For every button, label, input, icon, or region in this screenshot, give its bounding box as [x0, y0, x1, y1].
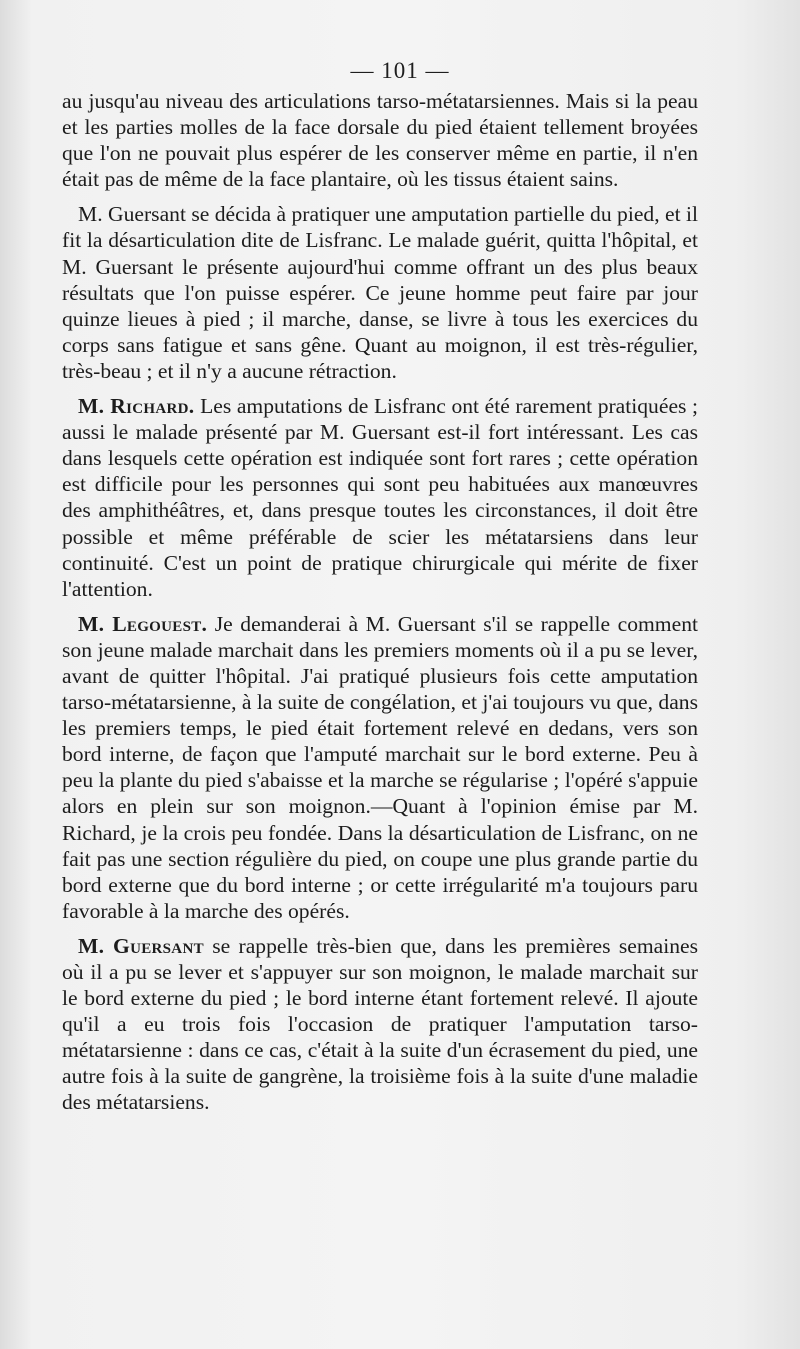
paragraph-text: Je demanderai à M. Guersant s'il se rappelle comment son jeune malade marchait dans les premiers moments où il a pu se lever, avant de quitter l'hôpital. J'ai pratiqué plusieurs fois cette amputation tarso-métatarsienne, à la suite de congélation, et j'ai toujours vu que, dans les premiers temps, le pied était fortement relevé en dedans, vers son bord interne, de façon que l'amputé marchait sur le bord externe. Peu à peu la plante du pied s'abaisse et la marche se régularise ; l'opéré s'appuie alors en plein sur son moignon.—Quant à l'opinion émise par M. Richard, je la crois peu fondée. Dans la désarticulation de Lisfranc, on ne fait pas une section régulière du pied, on coupe une plus grande partie du bord externe que du bord interne ; or cette irrégularité m'a toujours paru favorable à la marche des opérés. [62, 611, 698, 923]
paragraph-5 [62, 933, 698, 1116]
page-number: — 101 — [350, 58, 450, 83]
paragraph-2 [62, 201, 698, 384]
paragraph-text: Les amputations de Lisfranc ont été rarement pratiquées ; aussi le malade présenté par M. Guersant est-il fort intéressant. Les cas dans lesquels cette opération est indiquée sont fort rares ; cette opération est difficile pour les personnes qui sont peu habituées aux manœuvres des amphithéâtres, et, dans presque toutes les circonstances, il doit être possible et même préférable de scier les métatarsiens dans leur continuité. C'est un point de pratique chirurgicale qui mérite de fixer l'attention. [62, 394, 699, 601]
paragraph-4 [62, 611, 698, 924]
paragraph-text: au jusqu'au niveau des articulations tarso-métatarsiennes. Mais si la peau et les parties molles de la face dorsale du pied étaient tellement broyées que l'on ne pouvait plus espérer de les conserver même en partie, il n'en était pas de même de la face plantaire, où les tissus étaient sains. [62, 89, 698, 192]
speaker-name: M. Guersant [78, 933, 204, 958]
paragraph-text: M. Guersant se décida à pratiquer une amputation partielle du pied, et il fit la désarticulation dite de Lisfranc. Le malade guérit, quitta l'hôpital, et M. Guersant le présente aujourd'hui comme offrant un des plus beaux résultats que l'on puisse espérer. Ce jeune homme peut faire par jour quinze lieues à pied ; il marche, danse, se livre à tous les exercices du corps sans fatigue et sans gêne. Quant au moignon, il est très-régulier, très-beau ; et il n'y a aucune rétraction. [62, 202, 699, 383]
paragraph-3 [62, 393, 698, 602]
paragraph-text: se rappelle très-bien que, dans les premières semaines où il a pu se lever et s'appuyer sur son moignon, le malade marchait sur le bord externe du pied ; le bord interne étant fortement relevé. Il ajoute qu'il a eu trois fois l'occasion de pratiquer l'amputation tarso-métatarsienne : dans ce cas, c'était à la suite d'un écrasement du pied, une autre fois à la suite de gangrène, la troisième fois à la suite d'une maladie des métatarsiens. [62, 933, 698, 1115]
paragraph-1 [62, 88, 698, 192]
speaker-name: M. Legouest. [78, 611, 208, 636]
body-text [62, 88, 698, 1116]
speaker-name: M. Richard. [78, 394, 195, 419]
